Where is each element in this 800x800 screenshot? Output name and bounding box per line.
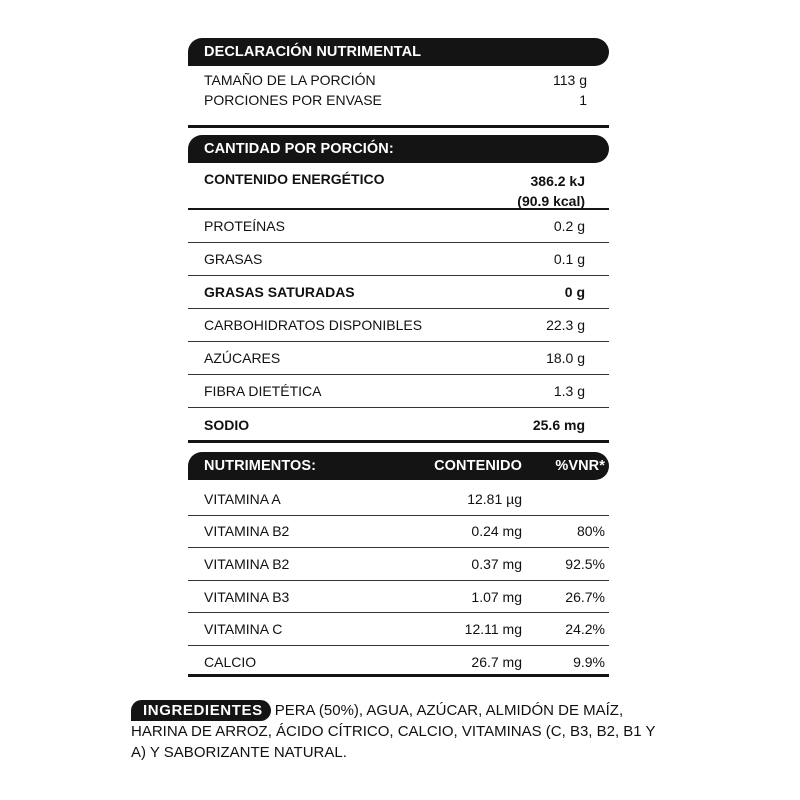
micro-vnr: 80% xyxy=(576,523,605,540)
micro-content: 0.24 mg xyxy=(471,523,522,540)
divider xyxy=(188,674,609,677)
nutrient-value: 0.2 g xyxy=(553,218,585,234)
serving-size-label: TAMAÑO DE LA PORCIÓN xyxy=(204,72,376,88)
servings-per-pack-label: PORCIONES POR ENVASE xyxy=(204,92,382,108)
nutrition-title: DECLARACIÓN NUTRIMENTAL xyxy=(204,44,422,60)
micro-content: 1.07 mg xyxy=(471,588,522,605)
micronutrient-row xyxy=(188,516,609,549)
micronutrient-row xyxy=(188,483,609,516)
nutrient-row xyxy=(188,210,609,243)
micro-content: 12.81 µg xyxy=(467,490,522,507)
ingredients-label: INGREDIENTES xyxy=(131,700,271,721)
micro-name: VITAMINA B2 xyxy=(204,523,290,540)
micro-content: 26.7 mg xyxy=(471,654,522,671)
servings-per-pack-row xyxy=(188,92,609,112)
nutrient-label: PROTEÍNAS xyxy=(204,218,285,234)
micro-name: VITAMINA B2 xyxy=(204,555,290,572)
nutrient-value: 18.0 g xyxy=(546,350,585,366)
micro-vnr: 26.7% xyxy=(565,588,605,605)
nutrient-row xyxy=(188,342,609,375)
nutrient-value: 1.3 g xyxy=(553,383,585,399)
ingredients-block xyxy=(131,700,671,763)
nutrient-row xyxy=(188,309,609,342)
energy-kcal: (90.9 kcal) xyxy=(517,193,585,209)
nutrient-row xyxy=(188,375,609,408)
micro-content: 12.11 mg xyxy=(464,621,522,638)
nutrient-value: 22.3 g xyxy=(546,317,585,333)
servings-per-pack-value: 1 xyxy=(579,92,587,108)
nutrition-title-bar xyxy=(188,38,609,66)
micro-name: VITAMINA C xyxy=(204,621,283,638)
divider xyxy=(188,440,609,443)
micro-name: VITAMINA B3 xyxy=(204,588,290,605)
micro-vnr: 92.5% xyxy=(565,555,605,572)
energy-row xyxy=(188,163,609,210)
nutrient-list xyxy=(188,210,609,441)
nutrient-label: AZÚCARES xyxy=(204,350,281,366)
nutrient-label: GRASAS SATURADAS xyxy=(204,284,355,300)
nutrient-label: FIBRA DIETÉTICA xyxy=(204,383,322,399)
energy-label: CONTENIDO ENERGÉTICO xyxy=(204,171,385,187)
ingredients-text: PERA (50%), AGUA, AZÚCAR, ALMIDÓN DE MAÍZ, HARINA DE ARROZ, ÁCIDO CÍTRICO, CALCIO, VITAMINAS (C, B3, B2, B1 Y A) Y SABORIZANTE NATURAL. xyxy=(131,702,656,761)
nutrient-value: 0 g xyxy=(564,284,585,300)
energy-kj: 386.2 kJ xyxy=(530,173,585,189)
micronutrient-section xyxy=(188,452,609,679)
per-serving-title-bar xyxy=(188,135,609,163)
nutrient-label: CARBOHIDRATOS DISPONIBLES xyxy=(204,317,423,333)
nutrient-value: 0.1 g xyxy=(553,251,585,267)
serving-size-row xyxy=(188,72,609,92)
micro-content: 0.37 mg xyxy=(471,555,522,572)
micro-header-name: NUTRIMENTOS: xyxy=(204,458,317,474)
nutrient-row xyxy=(188,243,609,276)
per-serving-section xyxy=(188,135,609,441)
serving-size-value: 113 g xyxy=(553,72,587,88)
micronutrient-row xyxy=(188,613,609,646)
micro-header-vnr: %VNR* xyxy=(555,458,605,474)
micro-vnr: 24.2% xyxy=(565,621,605,638)
nutrient-label: SODIO xyxy=(204,416,250,433)
nutrient-label: GRASAS xyxy=(204,251,263,267)
micro-name: CALCIO xyxy=(204,654,257,671)
nutrient-row xyxy=(188,408,609,441)
nutrition-panel xyxy=(188,38,609,112)
micro-name: VITAMINA A xyxy=(204,490,281,507)
micronutrient-row xyxy=(188,581,609,614)
micro-vnr: 9.9% xyxy=(573,654,605,671)
per-serving-title: CANTIDAD POR PORCIÓN: xyxy=(204,141,394,157)
micronutrient-row xyxy=(188,548,609,581)
nutrient-value: 25.6 mg xyxy=(532,416,585,433)
micronutrient-list xyxy=(188,483,609,679)
nutrient-row xyxy=(188,276,609,309)
micronutrient-header xyxy=(188,452,609,480)
micro-header-content: CONTENIDO xyxy=(434,458,522,474)
divider xyxy=(188,125,609,128)
